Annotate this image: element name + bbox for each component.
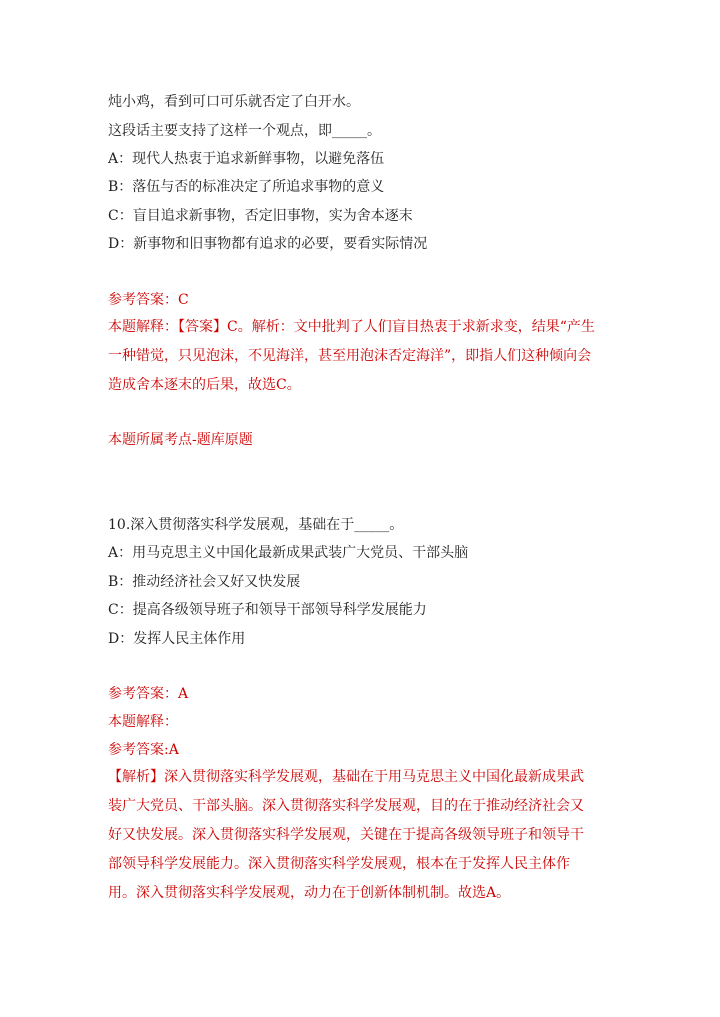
q9-category: 本题所属考点-题库原题	[108, 432, 253, 448]
q10-analysis-line: 部领导科学发展能力。深入贯彻落实科学发展观，根本在于发挥人民主体作	[108, 856, 570, 872]
q9-prompt: 这段话主要支持了这样一个观点，即_____。	[108, 123, 381, 139]
q10-analysis-line: 【解析】深入贯彻落实科学发展观，基础在于用马克思主义中国化最新成果武	[108, 769, 584, 785]
q9-answer: 参考答案：C	[108, 292, 189, 308]
q10-answer-repeat: 参考答案:A	[108, 742, 179, 758]
q10-option-d: D：发挥人民主体作用	[108, 631, 246, 647]
q9-option-b: B：落伍与否的标准决定了所追求事物的意义	[108, 179, 385, 195]
q10-explanation-label: 本题解释：	[108, 714, 178, 730]
q10-analysis-line: 装广大党员、干部头脑。深入贯彻落实科学发展观，目的在于推动经济社会又	[108, 798, 584, 814]
q10-analysis-line: 好又快发展。深入贯彻落实科学发展观，关键在于提高各级领导班子和领导干	[108, 827, 584, 843]
q10-answer: 参考答案：A	[108, 686, 189, 702]
q10-option-c: C：提高各级领导班子和领导干部领导科学发展能力	[108, 602, 427, 618]
q9-explanation	[108, 313, 618, 400]
q9-option-d: D：新事物和旧事物都有追求的必要，要看实际情况	[108, 236, 428, 252]
q10-analysis-line: 用。深入贯彻落实科学发展观，动力在于创新体制机制。故选A。	[108, 885, 511, 901]
q10-stem: 10.深入贯彻落实科学发展观，基础在于_____。	[108, 517, 404, 533]
q9-stem-tail: 炖小鸡，看到可口可乐就否定了白开水。	[108, 94, 360, 110]
q9-explanation-line: 本题解释：【答案】C。解析：文中批判了人们盲目热衷于求新求变，结果“产生	[108, 319, 595, 335]
q9-explanation-line: 造成舍本逐末的后果，故选C。	[108, 377, 301, 393]
q10-analysis	[108, 763, 618, 908]
q9-explanation-line: 一种错觉，只见泡沫，不见海洋，甚至用泡沫否定海洋”，即指人们这种倾向会	[108, 348, 592, 364]
q9-option-c: C：盲目追求新事物，否定旧事物，实为舍本逐末	[108, 208, 413, 224]
q9-option-a: A：现代人热衷于追求新鲜事物，以避免落伍	[108, 151, 385, 167]
q10-option-b: B：推动经济社会又好又快发展	[108, 574, 301, 590]
q10-option-a: A：用马克思主义中国化最新成果武装广大党员、干部头脑	[108, 545, 469, 561]
